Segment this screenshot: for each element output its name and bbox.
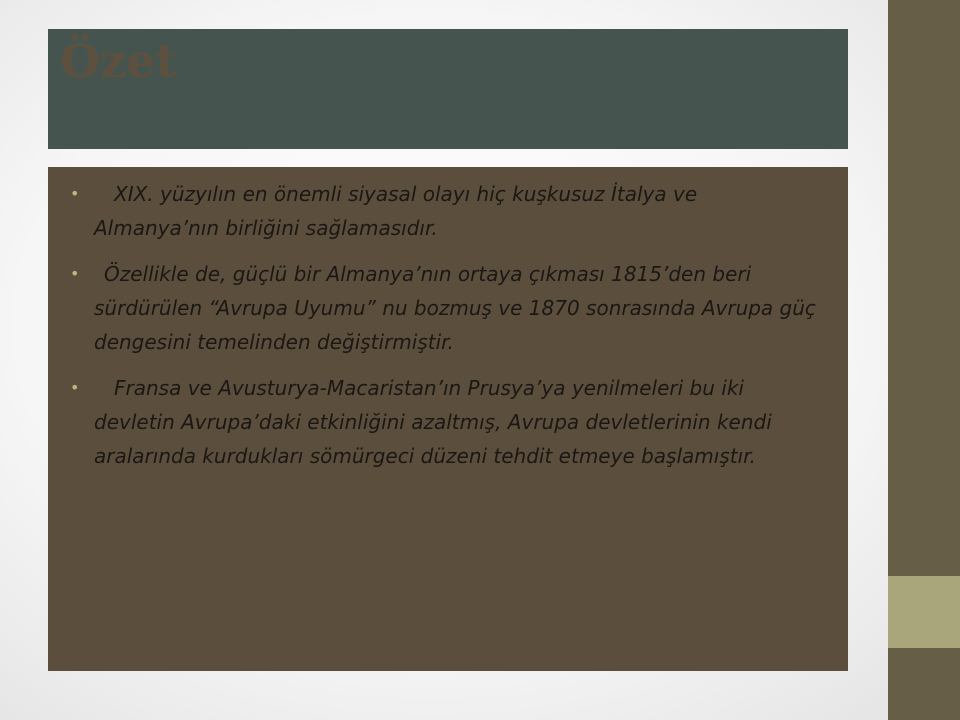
side-decoration-accent	[888, 576, 960, 648]
bullet-list	[68, 177, 818, 473]
bullet-item	[68, 371, 818, 473]
bullet-marker: •	[70, 184, 80, 203]
bullet-marker: •	[70, 264, 80, 283]
bullet-text: XIX. yüzyılın en önemli siyasal olayı hiç kuşkusuz İtalya ve Almanya’nın birliğini sağlamasıdır.	[94, 182, 698, 240]
bullet-text: Fransa ve Avusturya-Macaristan’ın Prusya’ya yenilmeleri bu iki devletin Avrupa’daki etkinliğini azaltmış, Avrupa devletlerinin kendi aralarında kurdukları sömürgeci düzeni tehdit etmeye başlamıştır.	[94, 376, 772, 468]
bullet-marker: •	[70, 378, 80, 397]
bullet-text: Özellikle de, güçlü bir Almanya’nın ortaya çıkması 1815’den beri sürdürülen “Avrupa Uyumu” nu bozmuş ve 1870 sonrasında Avrupa güç dengesini temelinden değiştirmiştir.	[94, 262, 816, 354]
content-placeholder[interactable]	[48, 167, 848, 671]
slide-title: Özet	[60, 34, 177, 88]
bullet-item	[68, 177, 818, 245]
title-placeholder[interactable]	[48, 29, 848, 149]
bullet-item	[68, 257, 818, 359]
